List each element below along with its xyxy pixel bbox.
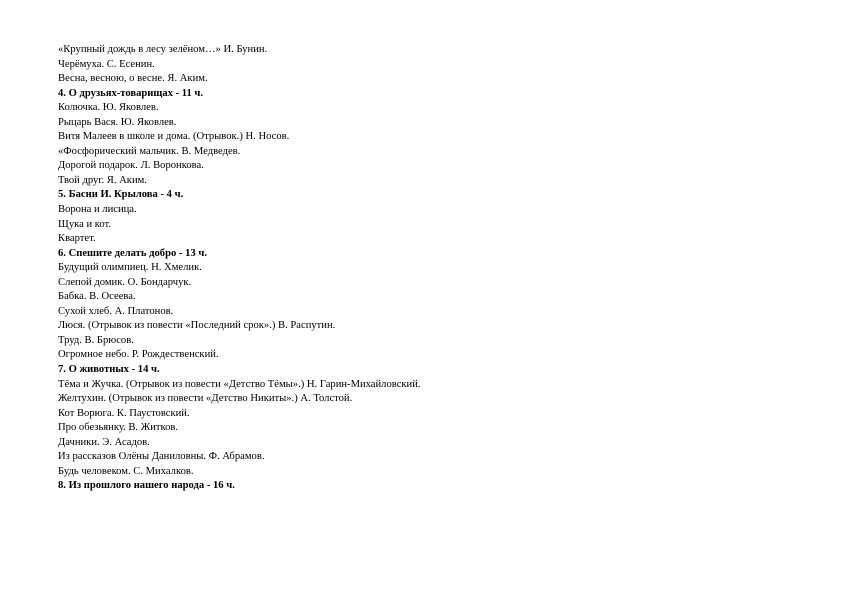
list-item: Дачники. Э. Асадов. [58,436,150,448]
section-heading: 6. Спешите делать добро - 13 ч. [58,247,207,259]
section-heading: 5. Басни И. Крылова - 4 ч. [58,189,184,201]
section-heading: 4. О друзьях-товарищах - 11 ч. [58,87,204,99]
list-item: Желтухин. (Отрывок из повести «Детство Никиты».) А. Толстой. [58,393,353,405]
reading-list [58,43,798,494]
list-item: Будущий олимпиец. Н. Хмелик. [58,262,202,274]
list-item: Слепой домик. О. Бондарчук. [58,276,192,288]
list-item: Черёмуха. С. Есенин. [58,58,155,70]
list-item: Ворона и лисица. [58,204,137,216]
list-item: Рыцарь Вася. Ю. Яковлев. [58,116,177,128]
list-item: Дорогой подарок. Л. Воронкова. [58,160,204,172]
list-item: Труд. В. Брюсов. [58,334,134,346]
list-item: Бабка. В. Осеева. [58,291,136,303]
list-item: Весна, весною, о весне. Я. Аким. [58,73,208,85]
list-item: Кот Ворюга. К. Паустовский. [58,407,190,419]
list-item: Щука и кот. [58,218,112,230]
list-item: Люся. (Отрывок из повести «Последний срок».) В. Распутин. [58,320,336,332]
section-heading: 8. Из прошлого нашего народа - 16 ч. [58,480,235,492]
section-heading: 7. О животных - 14 ч. [58,364,160,376]
list-item: Сухой хлеб. А. Платонов. [58,305,174,317]
list-item: «Фосфорический мальчик. В. Медведев. [58,145,241,157]
list-item: Квартет. [58,233,96,245]
list-item: Про обезьянку. В. Житков. [58,422,179,434]
list-item: Твой друг. Я. Аким. [58,174,147,186]
list-item: Будь человеком. С. Михалков. [58,465,194,477]
list-item: «Крупный дождь в лесу зелёном…» И. Бунин. [58,44,268,55]
list-item: Витя Малеев в школе и дома. (Отрывок.) Н. Носов. [58,131,290,143]
list-item: Тёма и Жучка. (Отрывок из повести «Детство Тёмы».) Н. Гарин-Михайловский. [58,378,421,390]
list-item: Колючка. Ю. Яковлев. [58,102,159,114]
list-item: Из рассказов Олёны Даниловны. Ф. Абрамов. [58,451,265,463]
list-item: Огромное небо. Р. Рождественский. [58,349,219,361]
